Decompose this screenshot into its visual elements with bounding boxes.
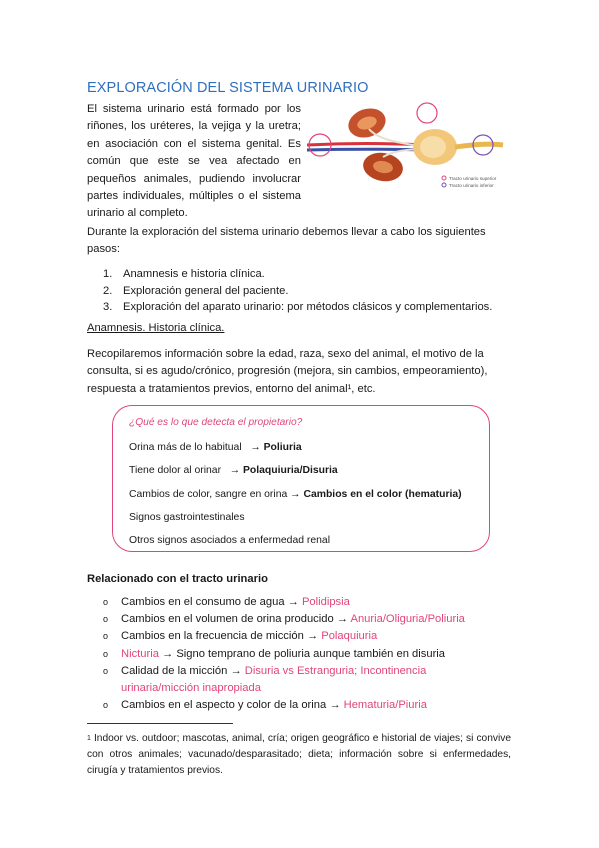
- list-item: 2. Exploración general del paciente.: [103, 284, 289, 297]
- box-question: ¿Qué es lo que detecta el propietario?: [129, 417, 303, 428]
- box-row: Signos gastrointestinales: [129, 512, 245, 523]
- arrow-icon: →: [229, 465, 241, 476]
- list-item: o Cambios en el consumo de agua → Polidipsia: [103, 596, 350, 608]
- urinary-system-illustration: [307, 99, 510, 191]
- footnote: $^1$ Indoor vs. outdoor; mascotas, animal, cría; origen geográfico e historial de viajes; si convive con otros animales; vacunado/desparasitado; dieta; información sobre si enfermedades, cirugía y tratamientos previos.: [87, 733, 511, 777]
- arrow-icon: →: [250, 442, 261, 453]
- footnote-divider: [87, 723, 233, 724]
- steps-list: [87, 266, 492, 316]
- arrow-icon: →: [290, 489, 301, 500]
- page-title: EXPLORACIÓN DEL SISTEMA URINARIO: [87, 80, 369, 96]
- steps-intro-paragraph: Durante la exploración del sistema urinario debemos llevar a cabo los siguientes pasos:: [87, 226, 486, 256]
- list-item: 3. Exploración del aparato urinario: por métodos clásicos y complementarios.: [103, 301, 493, 314]
- legend-lower-tract: Tracto urinario inferior: [449, 183, 494, 188]
- box-row: Orina más de lo habitual → Poliuria: [129, 442, 302, 453]
- anamnesis-paragraph: Recopilaremos información sobre la edad, raza, sexo del animal, el motivo de la consulta, si es agudo/crónico, progresión (mejora, sin cambios, empeoramiento), respuesta a tratamientos previos, entorno del animal¹, etc.: [87, 348, 488, 395]
- box-row: Tiene dolor al orinar → Polaquiuria/Disuria: [129, 465, 338, 476]
- list-item: o Calidad de la micción → Disuria vs Estranguria; Incontinencia urinaria/micción inapropiada: [103, 664, 427, 695]
- list-item: 1. Anamnesis e historia clínica.: [103, 268, 265, 280]
- list-item: o Cambios en el volumen de orina producido → Anuria/Oliguria/Poliuria: [103, 613, 465, 626]
- box-row: Cambios de color, sangre en orina → Cambios en el color (hematuria): [129, 489, 462, 500]
- list-item: o Nicturia → Signo temprano de poliuria aunque también en disuria: [103, 647, 446, 660]
- urinary-signs-list: [87, 594, 507, 714]
- bladder-highlight-circle: [417, 103, 437, 123]
- section-heading-urinary-tract: Relacionado con el tracto urinario: [87, 573, 268, 585]
- list-item: o Cambios en la frecuencia de micción → Polaquiuria: [103, 630, 378, 643]
- section-heading-anamnesis: Anamnesis. Historia clínica.: [87, 322, 225, 334]
- box-row: Otros signos asociados a enfermedad renal: [129, 535, 330, 546]
- intro-paragraph: El sistema urinario está formado por los riñones, los uréteres, la vejiga y la uretra; en asociación con el sistema genital. Es común que este se vea afectado en pequeños animales, pudiendo involucrar partes individuales, múltiples o el sistema urinario al completo.: [87, 103, 301, 220]
- list-item: o Cambios en el aspecto y color de la orina → Hematuria/Piuria: [103, 699, 427, 712]
- legend-upper-tract: Tracto urinario superior: [449, 176, 497, 181]
